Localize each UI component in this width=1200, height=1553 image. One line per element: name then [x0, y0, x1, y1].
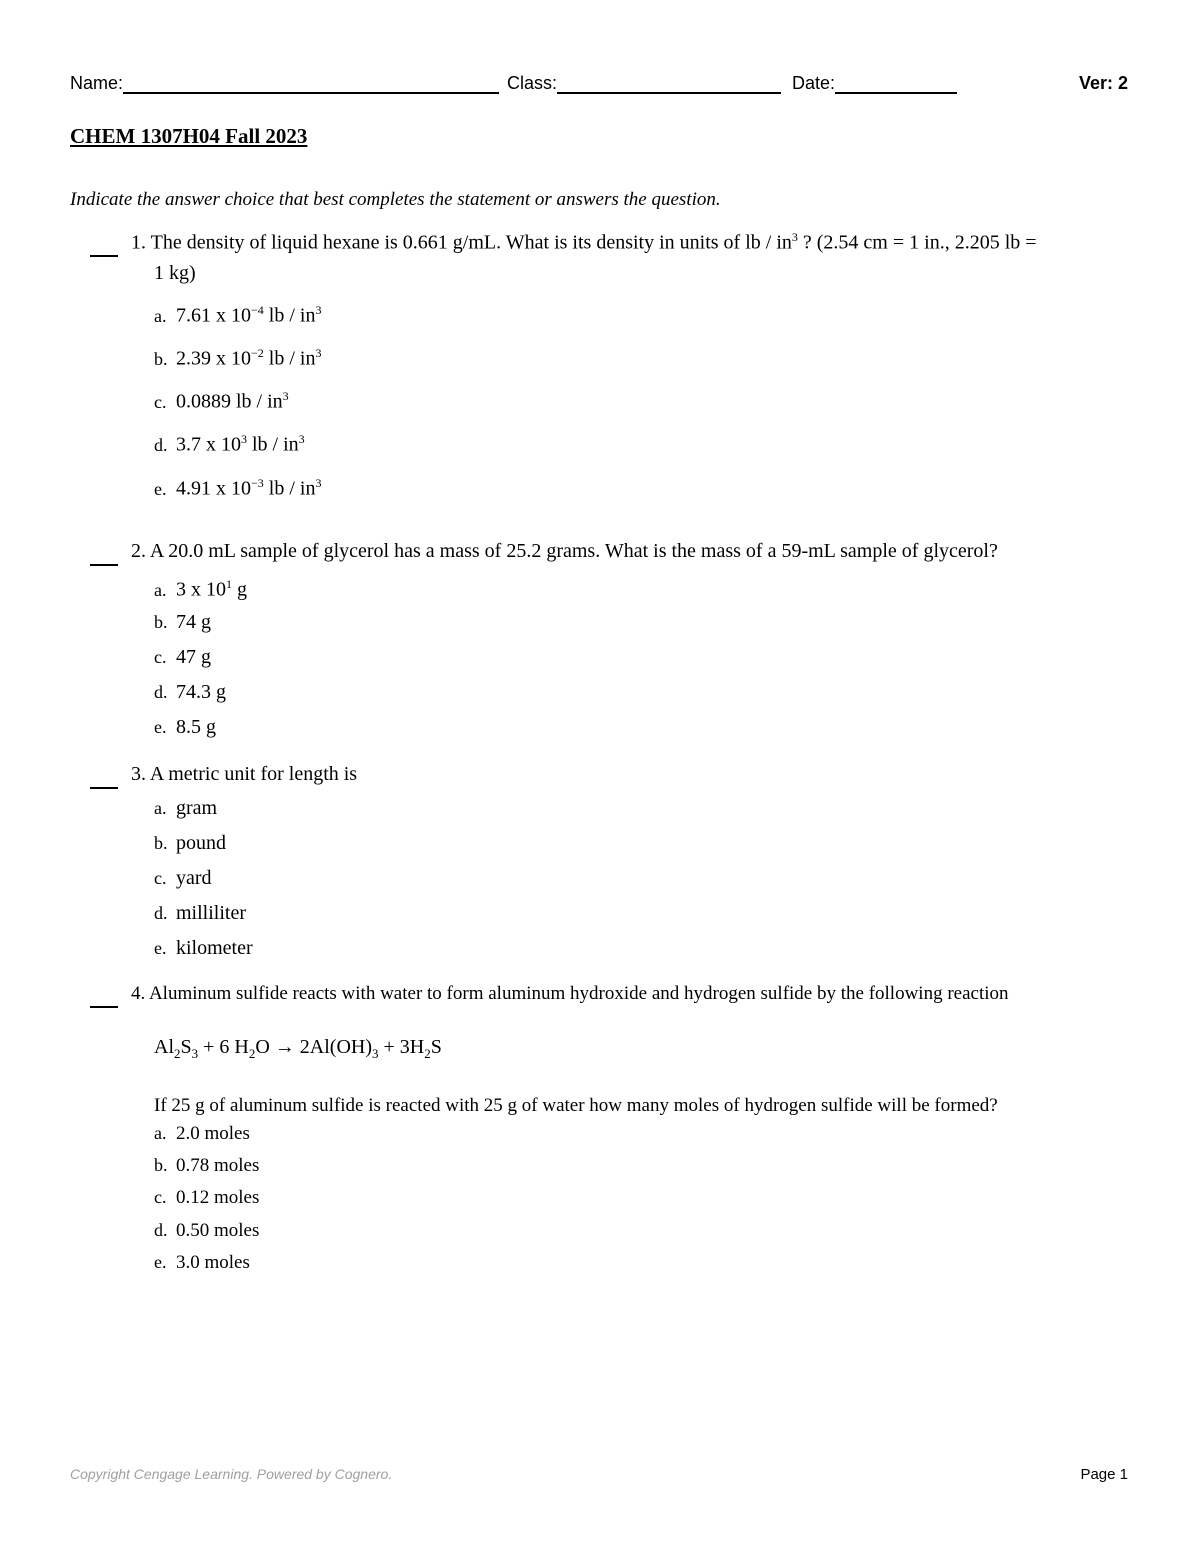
- q3-option-e[interactable]: e. kilometer: [154, 937, 253, 959]
- question-3-line1: 3. A metric unit for length is: [131, 763, 358, 785]
- page-number: Page 1: [1080, 1466, 1128, 1483]
- q1-option-d[interactable]: d. 3.7 x $10^3$ lb / $in^3$: [154, 432, 305, 456]
- q2-option-e[interactable]: e. 8.5 g: [154, 716, 216, 738]
- answer-blank-q1[interactable]: [90, 255, 118, 257]
- page-title: CHEM 1307H04 Fall 2023: [70, 124, 308, 148]
- class-label: Class:: [507, 73, 558, 93]
- answer-blank-q2[interactable]: [90, 564, 118, 566]
- version-label: Ver: 2: [1078, 73, 1128, 93]
- question-4-line1: 4. Aluminum sulfide reacts with water to form aluminum hydroxide and hydrogen sulfide by the following reaction: [131, 983, 1009, 1004]
- q4-option-d[interactable]: d. 0.50 moles: [154, 1220, 260, 1241]
- q1-option-c[interactable]: c. 0.0889 lb / $in^3$: [154, 389, 289, 413]
- question-2-line1: 2. A 20.0 mL sample of glycerol has a mass of 25.2 grams. What is the mass of a 59-mL sample of glycerol?: [131, 540, 998, 562]
- q1-option-a[interactable]: a. 7.61 x $10^{-4}$ lb / $in^3$: [154, 303, 322, 327]
- class-blank[interactable]: [557, 73, 781, 94]
- q3-option-b[interactable]: b. pound: [154, 832, 226, 854]
- q3-option-d[interactable]: d. milliliter: [154, 902, 246, 924]
- question-1-line2: 1 kg): [154, 262, 196, 284]
- copyright-footer: Copyright Cengage Learning. Powered by Cognero.: [70, 1466, 393, 1482]
- q2-option-d[interactable]: d. 74.3 g: [154, 681, 226, 703]
- q4-option-b[interactable]: b. 0.78 moles: [154, 1155, 260, 1176]
- q2-option-c[interactable]: c. 47 g: [154, 646, 211, 668]
- q3-option-a[interactable]: a. gram: [154, 797, 218, 819]
- q4-option-a[interactable]: a. 2.0 moles: [154, 1123, 250, 1144]
- name-label: Name:: [70, 73, 124, 93]
- answer-blank-q3[interactable]: [90, 787, 118, 789]
- q1-option-e[interactable]: e. 4.91 x $10^{-3}$ lb / $in^3$: [154, 476, 322, 500]
- reaction-equation: $Al_2S_3 + 6$ $H_2O \to 2Al(OH)_3 + 3H_2S$: [154, 1036, 442, 1061]
- class-field: [507, 73, 781, 94]
- q1-option-b[interactable]: b. 2.39 x $10^{-2}$ lb / $in^3$: [154, 346, 322, 370]
- q2-option-b[interactable]: b. 74 g: [154, 611, 211, 633]
- name-field: [70, 73, 499, 94]
- name-blank[interactable]: [123, 73, 499, 94]
- instructions: Indicate the answer choice that best completes the statement or answers the question.: [70, 189, 721, 210]
- answer-blank-q4[interactable]: [90, 1006, 118, 1008]
- date-label: Date:: [792, 73, 836, 93]
- date-field: [792, 73, 957, 94]
- q4-option-e[interactable]: e. 3.0 moles: [154, 1252, 250, 1273]
- q2-option-a[interactable]: a. 3 x $10^1$ g: [154, 577, 247, 601]
- q4-option-c[interactable]: c. 0.12 moles: [154, 1187, 260, 1208]
- date-blank[interactable]: [835, 73, 957, 94]
- q3-option-c[interactable]: c. yard: [154, 867, 212, 889]
- question-4-line2: If 25 g of aluminum sulfide is reacted with 25 g of water how many moles of hydrogen sulfide will be formed?: [154, 1095, 998, 1116]
- question-1-line1: 1. The density of liquid hexane is 0.661 g/mL. What is its density in units of lb / $in^3$ ? (2.54 cm = 1 in., 2.205 lb =: [131, 230, 1037, 254]
